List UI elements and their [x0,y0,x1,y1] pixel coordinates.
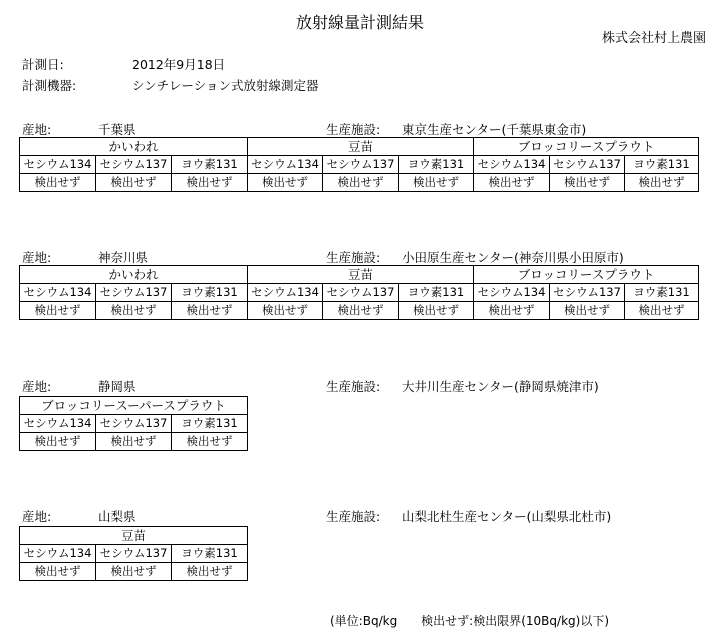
origin-value: 千葉県 [98,122,136,137]
product-header-tomyo: 豆苗 [20,527,248,545]
product-header-tomyo: 豆苗 [248,138,474,156]
device-label: 計測機器: [22,78,77,93]
origin-value: 神奈川県 [98,250,149,265]
result-cell: 検出せず [172,433,248,451]
column-header: セシウム137 [96,284,172,302]
column-header: セシウム137 [550,284,625,302]
result-cell: 検出せず [399,174,474,192]
column-header: ヨウ素131 [172,156,248,174]
facility-label: 生産施設: [326,509,381,524]
origin-label: 産地: [22,379,52,394]
origin-value: 山梨県 [98,509,136,524]
origin-label: 産地: [22,250,52,265]
facility-value: 東京生産センター(千葉県東金市) [402,122,587,137]
column-header: セシウム134 [20,156,96,174]
results-table-kanagawa [19,265,699,320]
product-header-broccoli-sprout: ブロッコリースプラウト [474,138,699,156]
column-header: ヨウ素131 [625,156,699,174]
results-table-chiba [19,137,699,192]
result-cell: 検出せず [20,302,96,320]
origin-label: 産地: [22,122,52,137]
column-header: セシウム137 [323,156,399,174]
result-cell: 検出せず [96,174,172,192]
column-header: ヨウ素131 [172,545,248,563]
column-header: ヨウ素131 [172,284,248,302]
column-header: セシウム137 [550,156,625,174]
origin-label: 産地: [22,509,52,524]
date-value: 2012年9月18日 [132,57,226,72]
column-header: ヨウ素131 [399,156,474,174]
column-header: セシウム137 [96,156,172,174]
facility-label: 生産施設: [326,250,381,265]
document-title: 放射線量計測結果 [295,13,424,32]
column-header: セシウム137 [96,545,172,563]
facility-value: 大井川生産センター(静岡県焼津市) [402,379,599,394]
product-header-tomyo: 豆苗 [248,266,474,284]
date-label: 計測日: [22,57,64,72]
column-header: セシウム134 [248,284,323,302]
column-header: ヨウ素131 [399,284,474,302]
product-header-kaiware: かいわれ [20,138,248,156]
result-cell: 検出せず [625,302,699,320]
product-header-broccoli-super-sprout: ブロッコリースーパースプラウト [20,397,248,415]
result-cell: 検出せず [96,433,172,451]
result-cell: 検出せず [474,302,550,320]
units-footnote: (単位:Bq/kg 検出せず:検出限界(10Bq/kg)以下) [330,614,610,628]
results-table-shizuoka [19,396,248,451]
column-header: セシウム134 [248,156,323,174]
result-cell: 検出せず [625,174,699,192]
result-cell: 検出せず [172,174,248,192]
facility-value: 山梨北杜生産センター(山梨県北杜市) [402,509,612,524]
result-cell: 検出せず [96,302,172,320]
result-cell: 検出せず [323,302,399,320]
column-header: セシウム134 [20,415,96,433]
result-cell: 検出せず [474,174,550,192]
result-cell: 検出せず [172,563,248,581]
column-header: セシウム134 [474,156,550,174]
facility-label: 生産施設: [326,379,381,394]
result-cell: 検出せず [248,302,323,320]
column-header: セシウム137 [323,284,399,302]
results-table-yamanashi [19,526,248,581]
facility-value: 小田原生産センター(神奈川県小田原市) [402,250,624,265]
result-cell: 検出せず [172,302,248,320]
facility-label: 生産施設: [326,122,381,137]
column-header: セシウム134 [20,545,96,563]
result-cell: 検出せず [550,174,625,192]
origin-value: 静岡県 [98,379,136,394]
column-header: ヨウ素131 [625,284,699,302]
device-value: シンチレーション式放射線測定器 [132,78,319,93]
result-cell: 検出せず [20,563,96,581]
column-header: セシウム134 [20,284,96,302]
result-cell: 検出せず [96,563,172,581]
result-cell: 検出せず [399,302,474,320]
column-header: セシウム134 [474,284,550,302]
result-cell: 検出せず [323,174,399,192]
column-header: セシウム137 [96,415,172,433]
product-header-kaiware: かいわれ [20,266,248,284]
column-header: ヨウ素131 [172,415,248,433]
company-name: 株式会社村上農園 [601,31,706,46]
product-header-broccoli-sprout: ブロッコリースプラウト [474,266,699,284]
result-cell: 検出せず [550,302,625,320]
result-cell: 検出せず [20,174,96,192]
result-cell: 検出せず [20,433,96,451]
result-cell: 検出せず [248,174,323,192]
